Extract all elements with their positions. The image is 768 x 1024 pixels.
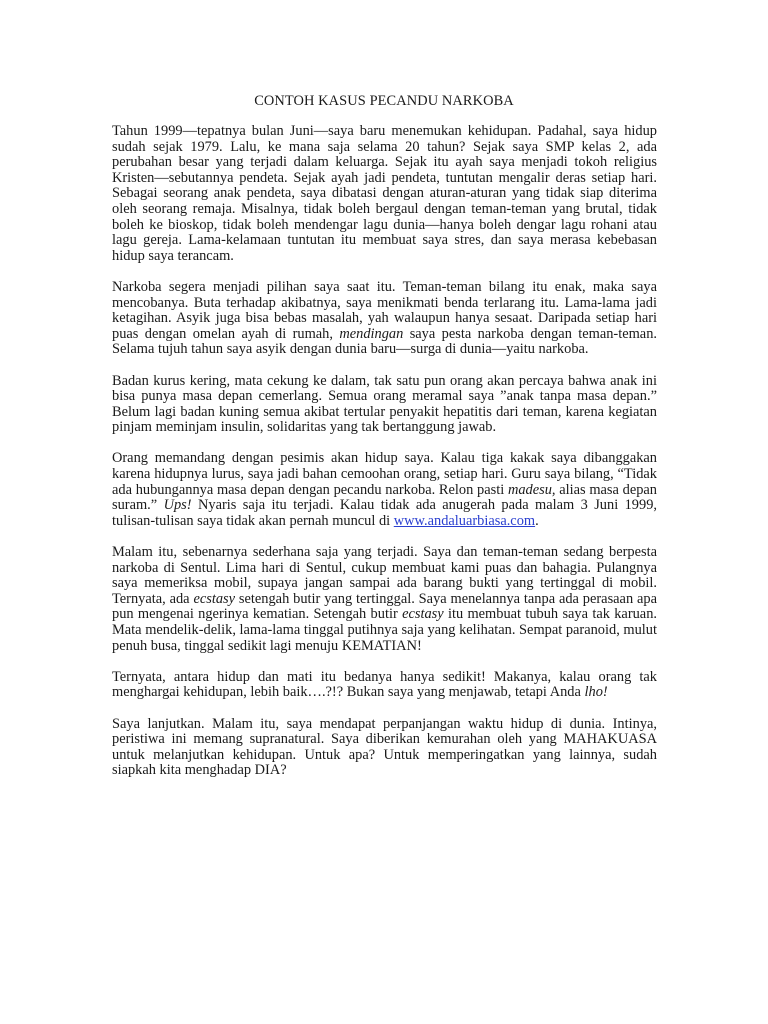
paragraph-4-emphasis-2: Ups! <box>163 497 192 514</box>
paragraph-1: Tahun 1999—tepatnya bulan Juni—saya baru menemukan kehidupan. Padahal, saya hidup sudah sejak 1979. Lalu, ke mana saja selama 20 tahun? Sejak saya SMP kelas 2, ada perubahan besar yang terjadi dalam keluarga. Sejak itu ayah saya menjadi tokoh religius Kristen—sebutannya pendeta. Sejak ayah jadi pendeta, tuntutan mengalir deras setiap hari. Sebagai seorang anak pendeta, saya dibatasi dengan aturan-aturan yang tidak siap diterima oleh seorang remaja. Misalnya, tidak boleh bergaul dengan teman-teman yang brutal, tidak boleh ke bioskop, tidak boleh mendengar lagu dunia—hanya boleh dengar lagu rohani atau lagu gereja. Lama-kelamaan tuntutan itu membuat saya stres, dan saya merasa kebebasan hidup saya terancam. <box>112 123 657 264</box>
paragraph-5 <box>112 545 657 654</box>
paragraph-4-text-d: . <box>535 512 539 529</box>
paragraph-4 <box>112 451 657 529</box>
paragraph-5-text-c: itu membuat tubuh saya tak karuan. Mata mendelik-delik, lama-lama tinggal putihnya saja yang kelihatan. Sempat paranoid, mulut penuh busa, tinggal sedikit lagi menuju KEMATIAN! <box>112 606 657 654</box>
paragraph-5-emphasis-2: ecstasy <box>402 606 444 623</box>
paragraph-2 <box>112 280 657 358</box>
paragraph-2-text-a: Narkoba segera menjadi pilihan saya saat itu. Teman-teman bilang itu enak, maka saya mencobanya. Buta terhadap akibatnya, saya menikmati benda terlarang itu. Lama-lama jadi ketagihan. Asyik juga bisa bebas masalah, yah walaupun hanya sesaat. Daripada setiap hari puas dengan omelan ayah di rumah, <box>112 278 657 342</box>
website-link[interactable]: www.andaluarbiasa.com <box>393 512 536 529</box>
paragraph-5-text-b: setengah butir yang tertinggal. Saya menelannya tanpa ada perasaan apa pun mengenai ngerinya kematian. Setengah butir <box>112 590 657 623</box>
document-title: CONTOH KASUS PECANDU NARKOBA <box>254 93 514 109</box>
paragraph-4-text-a: Orang memandang dengan pesimis akan hidup saya. Kalau tiga kakak saya dibanggakan karena hidupnya lurus, saya jadi bahan cemoohan orang, setiap hari. Guru saya bilang, “Tidak ada hubungannya masa depan dengan pecandu narkoba. Relon pasti <box>112 450 657 498</box>
paragraph-4-text-b: alias masa depan suram.” <box>112 481 657 514</box>
paragraph-5-text-a: Malam itu, sebenarnya sederhana saja yang terjadi. Saya dan teman-teman sedang berpesta narkoba di Sentul. Lima hari di Sentul, cukup membuat kami puas dan bahagia. Pulangnya saya memeriksa mobil, supaya jangan sampai ada barang bukti yang tertinggal di mobil. Ternyata, ada <box>112 544 657 607</box>
paragraph-6-emphasis: lho! <box>584 684 608 701</box>
paragraph-6-text-a: Ternyata, antara hidup dan mati itu bedanya hanya sedikit! Makanya, kalau orang tak menghargai kehidupan, lebih baik….?!? Bukan saya yang menjawab, tetapi Anda <box>112 668 657 701</box>
paragraph-2-emphasis: mendingan <box>339 325 404 342</box>
paragraph-2-text-b: saya pesta narkoba dengan teman-teman. Selama tujuh tahun saya asyik dengan dunia baru—surga di dunia—yaitu narkoba. <box>112 325 657 358</box>
paragraph-6 <box>112 670 657 701</box>
document-body <box>112 124 657 779</box>
paragraph-5-emphasis-1: ecstasy <box>193 590 236 607</box>
paragraph-7: Saya lanjutkan. Malam itu, saya mendapat perpanjangan waktu hidup di dunia. Intinya, peristiwa ini memang supranatural. Saya diberikan kemurahan oleh yang MAHAKUASA untuk melanjutkan kehidupan. Untuk apa? Untuk memperingatkan yang lainnya, sudah siapkah kita menghadap DIA? <box>112 715 657 779</box>
paragraph-4-emphasis-1: madesu, <box>507 481 556 498</box>
paragraph-4-text-c: Nyaris saja itu terjadi. Kalau tidak ada anugerah pada malam 3 Juni 1999, tulisan-tulisan saya tidak akan pernah muncul di <box>112 497 657 529</box>
paragraph-3: Badan kurus kering, mata cekung ke dalam, tak satu pun orang akan percaya bahwa anak ini bisa punya masa depan cemerlang. Semua orang meramal saya ”anak tanpa masa depan.” Belum lagi badan kuning semua akibat tertular penyakit hepatitis dari teman, karena kegiatan pinjam meminjam insulin, solidaritas yang tak bertanggung jawab. <box>112 372 657 436</box>
